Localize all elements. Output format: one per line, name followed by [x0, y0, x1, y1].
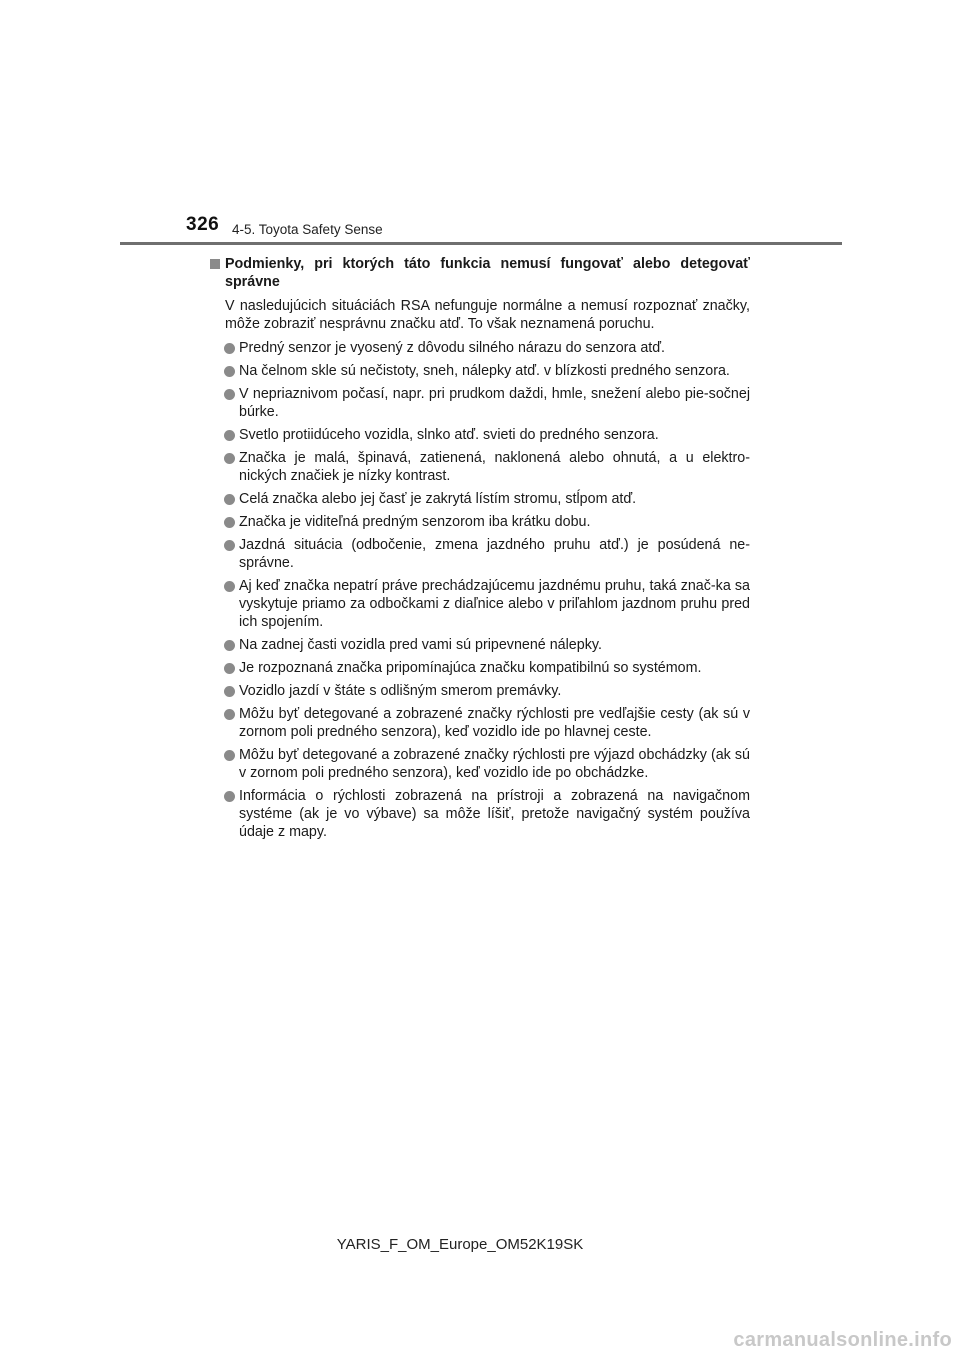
list-item-text: Môžu byť detegované a zobrazené značky rýchlosti pre výjazd obchádzky (ak sú v zornom poli predného senzora), keď vozidlo ide po obchádzke. [239, 747, 750, 781]
circle-bullet-icon [224, 453, 235, 464]
circle-bullet-icon [224, 709, 235, 720]
list-item [210, 426, 750, 444]
circle-bullet-icon [224, 663, 235, 674]
list-item [210, 513, 750, 531]
list-item-text: Môžu byť detegované a zobrazené značky rýchlosti pre vedľajšie cesty (ak sú v zornom poli predného senzora), keď vozidlo ide po hlavnej ceste. [239, 706, 750, 740]
list-item [210, 536, 750, 572]
list-item-text: Na čelnom skle sú nečistoty, sneh, nálepky atď. v blízkosti predného senzora. [239, 363, 730, 379]
list-item [210, 682, 750, 700]
circle-bullet-icon [224, 517, 235, 528]
list-item-text: Celá značka alebo jej časť je zakrytá lístím stromu, stĺpom atď. [239, 491, 637, 507]
intro-paragraph: V nasledujúcich situáciách RSA nefunguje normálne a nemusí rozpoznať značky, môže zobraziť nesprávnu značku atď. To však neznamená poruchu. [225, 298, 750, 332]
list-item [210, 746, 750, 782]
circle-bullet-icon [224, 430, 235, 441]
list-item [210, 385, 750, 421]
circle-bullet-icon [224, 389, 235, 400]
list-item [210, 339, 750, 357]
circle-bullet-icon [224, 343, 235, 354]
watermark[interactable]: carmanualsonline.info [733, 1329, 952, 1351]
list-item-text: Predný senzor je vyosený z dôvodu silného nárazu do senzora atď. [239, 340, 666, 356]
list-item-text: Na zadnej časti vozidla pred vami sú pripevnené nálepky. [239, 637, 602, 653]
list-item-text: Aj keď značka nepatrí práve prechádzajúcemu jazdnému pruhu, taká znač-ka sa vyskytuje priamo za odbočkami z diaľnice alebo v priľahlom jazdnom pruhu pred ich spojením. [239, 578, 750, 630]
list-item-text: Je rozpoznaná značka pripomínajúca značku kompatibilnú so systémom. [239, 660, 702, 676]
page-number: 326 [186, 214, 220, 235]
conditions-list [210, 339, 750, 841]
circle-bullet-icon [224, 750, 235, 761]
circle-bullet-icon [224, 640, 235, 651]
circle-bullet-icon [224, 540, 235, 551]
circle-bullet-icon [224, 686, 235, 697]
section-heading [210, 255, 750, 291]
section-title: 4-5. Toyota Safety Sense [232, 222, 383, 237]
document-id-footer: YARIS_F_OM_Europe_OM52K19SK [336, 1236, 584, 1253]
list-item [210, 490, 750, 508]
list-item [210, 659, 750, 677]
list-item-text: V nepriaznivom počasí, napr. pri prudkom daždi, hmle, snežení alebo pie-sočnej búrke. [239, 386, 750, 420]
square-bullet-icon [210, 259, 220, 269]
list-item [210, 705, 750, 741]
circle-bullet-icon [224, 791, 235, 802]
header-divider [120, 242, 842, 245]
list-item-text: Jazdná situácia (odbočenie, zmena jazdného pruhu atď.) je posúdená ne-správne. [239, 537, 750, 571]
circle-bullet-icon [224, 581, 235, 592]
list-item [210, 577, 750, 631]
list-item-text: Značka je malá, špinavá, zatienená, naklonená alebo ohnutá, a u elektro-nických značiek je nízky kontrast. [239, 450, 750, 484]
list-item-text: Značka je viditeľná predným senzorom iba krátku dobu. [239, 514, 591, 530]
circle-bullet-icon [224, 366, 235, 377]
list-item-text: Informácia o rýchlosti zobrazená na prístroji a zobrazená na navigačnom systéme (ak je vo výbave) sa môže líšiť, pretože navigačný systém používa údaje z mapy. [239, 788, 750, 840]
list-item [210, 362, 750, 380]
list-item [210, 449, 750, 485]
page-content [210, 255, 750, 846]
list-item [210, 787, 750, 841]
list-item-text: Vozidlo jazdí v štáte s odlišným smerom premávky. [239, 683, 562, 699]
section-heading-text: Podmienky, pri ktorých táto funkcia nemusí fungovať alebo detegovať správne [225, 256, 750, 290]
list-item [210, 636, 750, 654]
list-item-text: Svetlo protiidúceho vozidla, slnko atď. svieti do predného senzora. [239, 427, 659, 443]
circle-bullet-icon [224, 494, 235, 505]
